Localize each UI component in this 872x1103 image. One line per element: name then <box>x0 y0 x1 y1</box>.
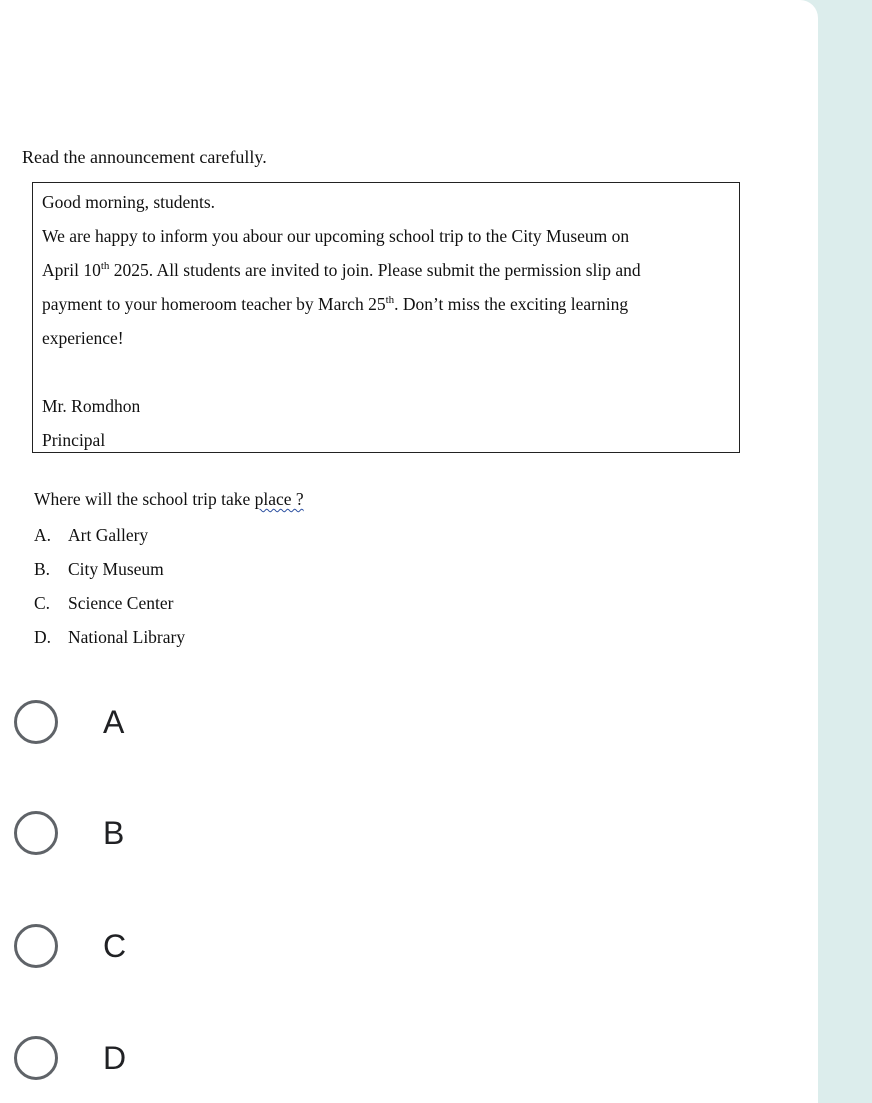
answer-choice-b[interactable] <box>14 805 314 861</box>
question-text: Where will the school trip take place ? <box>34 489 304 509</box>
announcement-greeting: Good morning, students. <box>42 192 216 212</box>
radio-button-a[interactable] <box>14 700 58 744</box>
answer-choice-d[interactable] <box>14 1030 314 1086</box>
option-item: B. City Museum <box>34 559 164 579</box>
option-list <box>34 522 185 658</box>
option-item: A. Art Gallery <box>34 525 149 545</box>
radio-button-b[interactable] <box>14 811 58 855</box>
choice-label: B <box>103 814 125 851</box>
announcement-line-2: April 10th 2025. All students are invited to join. Please submit the permission slip and <box>42 260 641 280</box>
option-item: C. Science Center <box>34 593 174 613</box>
choice-label: D <box>103 1039 127 1076</box>
announcement-line-1: We are happy to inform you abour our upcoming school trip to the City Museum on <box>42 226 630 246</box>
announcement-spacer <box>42 355 730 389</box>
spellcheck-underline: place ? <box>254 489 304 509</box>
announcement-box <box>32 182 740 453</box>
choice-label: C <box>103 927 127 964</box>
answer-choice-a[interactable] <box>14 694 314 750</box>
instruction-text: Read the announcement carefully. <box>22 147 267 167</box>
option-item: D. National Library <box>34 627 186 647</box>
choice-label: A <box>103 703 125 740</box>
radio-button-c[interactable] <box>14 924 58 968</box>
radio-button-d[interactable] <box>14 1036 58 1080</box>
announcement-line-4: experience! <box>42 328 124 348</box>
signature-title: Principal <box>42 430 106 450</box>
signature-name: Mr. Romdhon <box>42 396 141 416</box>
announcement-line-3: payment to your homeroom teacher by March 25th. Don’t miss the exciting learning <box>42 294 629 314</box>
answer-choice-c[interactable] <box>14 918 314 974</box>
side-panel <box>818 0 872 1103</box>
